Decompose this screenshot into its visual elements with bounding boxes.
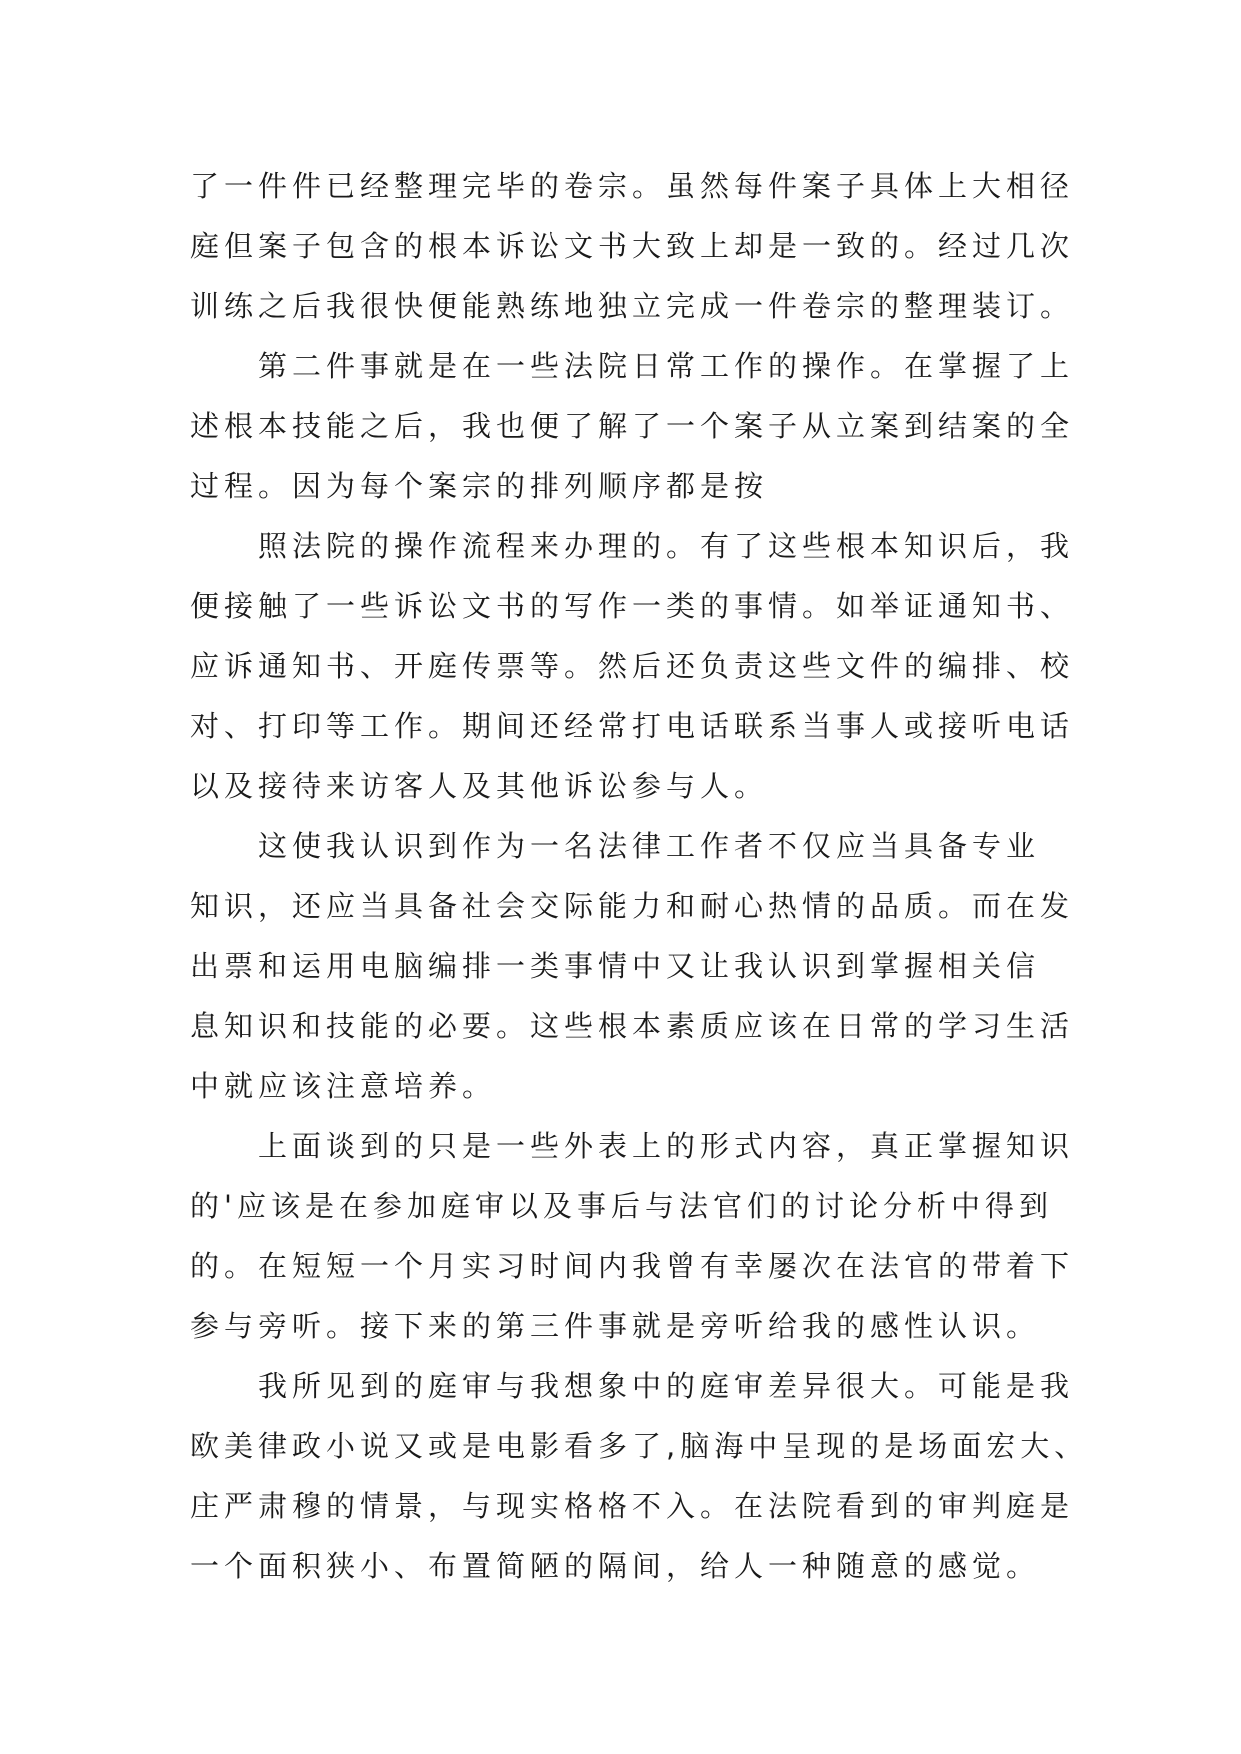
text-line: 欧美律政小说又或是电影看多了,脑海中呈现的是场面宏大、 bbox=[190, 1429, 1089, 1463]
text-line: 过程。因为每个案宗的排列顺序都是按 bbox=[190, 469, 769, 503]
text-line: 一个面积狭小、布置简陋的隔间，给人一种随意的感觉。 bbox=[190, 1549, 1041, 1583]
text-line: 庭但案子包含的根本诉讼文书大致上却是一致的。经过几次 bbox=[190, 229, 1075, 263]
document-body bbox=[190, 156, 1089, 1596]
text-line: 训练之后我很快便能熟练地独立完成一件卷宗的整理装订。 bbox=[190, 289, 1075, 323]
text-line: 了一件件已经整理完毕的卷宗。虽然每件案子具体上大相径 bbox=[190, 169, 1075, 203]
text-line: 便接触了一些诉讼文书的写作一类的事情。如举证通知书、 bbox=[190, 589, 1075, 623]
text-line: 照法院的操作流程来办理的。有了这些根本知识后，我 bbox=[258, 529, 1075, 563]
text-line: 应诉通知书、开庭传票等。然后还负责这些文件的编排、校 bbox=[190, 649, 1075, 683]
text-line: 的'应该是在参加庭审以及事后与法官们的讨论分析中得到 bbox=[190, 1189, 1053, 1223]
text-line: 以及接待来访客人及其他诉讼参与人。 bbox=[190, 769, 769, 803]
text-line: 庄严肃穆的情景，与现实格格不入。在法院看到的审判庭是 bbox=[190, 1489, 1075, 1523]
text-line: 我所见到的庭审与我想象中的庭审差异很大。可能是我 bbox=[258, 1369, 1075, 1403]
text-line: 中就应该注意培养。 bbox=[190, 1069, 497, 1103]
text-line: 的。在短短一个月实习时间内我曾有幸屡次在法官的带着下 bbox=[190, 1249, 1075, 1283]
text-line: 息知识和技能的必要。这些根本素质应该在日常的学习生活 bbox=[190, 1009, 1075, 1043]
text-line: 述根本技能之后，我也便了解了一个案子从立案到结案的全 bbox=[190, 409, 1075, 443]
text-line: 参与旁听。接下来的第三件事就是旁听给我的感性认识。 bbox=[190, 1309, 1041, 1343]
text-line: 这使我认识到作为一名法律工作者不仅应当具备专业 bbox=[258, 829, 1041, 863]
text-line: 出票和运用电脑编排一类事情中又让我认识到掌握相关信 bbox=[190, 949, 1041, 983]
text-line: 第二件事就是在一些法院日常工作的操作。在掌握了上 bbox=[258, 349, 1075, 383]
text-line: 上面谈到的只是一些外表上的形式内容，真正掌握知识 bbox=[258, 1129, 1075, 1163]
text-line: 知识，还应当具备社会交际能力和耐心热情的品质。而在发 bbox=[190, 889, 1075, 923]
text-line: 对、打印等工作。期间还经常打电话联系当事人或接听电话 bbox=[190, 709, 1075, 743]
